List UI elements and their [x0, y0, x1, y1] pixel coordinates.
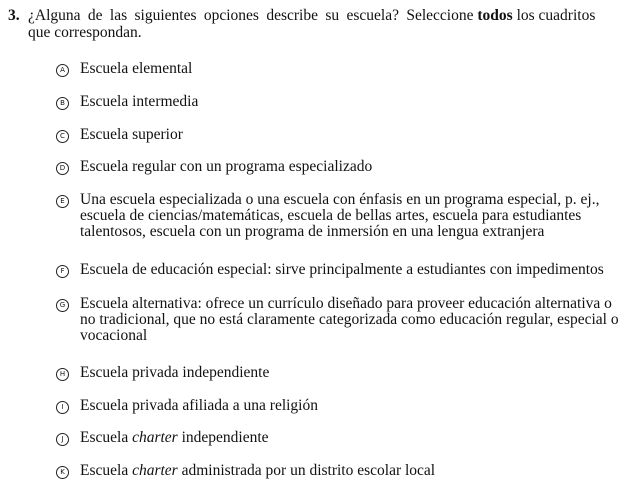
- question: [8, 7, 608, 41]
- option-label: [80, 430, 628, 446]
- option-f[interactable]: [56, 262, 628, 278]
- option-d[interactable]: [56, 159, 628, 175]
- option-label-after: independiente: [181, 429, 269, 446]
- option-label-before: Escuela: [80, 429, 129, 446]
- option-i[interactable]: [56, 398, 628, 414]
- option-label-italic: charter: [132, 462, 178, 479]
- option-label: Escuela intermedia: [80, 93, 199, 110]
- checkbox-bubble-k[interactable]: K: [56, 466, 69, 479]
- option-label-after: administrada por un distrito escolar local: [181, 462, 436, 479]
- question-text-before: ¿Alguna de las siguientes opciones describe su escuela? Seleccione: [28, 7, 474, 24]
- checkbox-bubble-d[interactable]: D: [56, 162, 69, 175]
- question-text: [28, 7, 608, 41]
- option-label: Escuela privada independiente: [80, 364, 270, 381]
- checkbox-bubble-b[interactable]: B: [56, 97, 69, 110]
- option-h[interactable]: [56, 365, 628, 381]
- checkbox-bubble-c[interactable]: C: [56, 130, 69, 143]
- option-label: Una escuela especializada o una escuela con énfasis en un programa especial, p. ej., escuela de ciencias/matemáticas, escuela de bellas artes, escuela para estudiantes talentosos, escuela con un programa de inmersión en una lengua extranjera: [80, 191, 600, 240]
- option-label: Escuela privada afiliada a una religión: [80, 397, 318, 414]
- option-label: Escuela elemental: [80, 60, 193, 77]
- question-number: 3.: [8, 7, 20, 24]
- option-label: [80, 463, 628, 479]
- option-label-italic: charter: [132, 429, 178, 446]
- question-text-bold: todos: [477, 7, 513, 24]
- checkbox-bubble-a[interactable]: A: [56, 64, 69, 77]
- checkbox-bubble-j[interactable]: J: [56, 433, 69, 446]
- option-b[interactable]: [56, 94, 628, 110]
- checkbox-bubble-i[interactable]: I: [56, 401, 69, 414]
- option-j[interactable]: [56, 430, 628, 446]
- option-label-before: Escuela: [80, 462, 129, 479]
- checkbox-bubble-f[interactable]: F: [56, 265, 69, 278]
- option-label: Escuela de educación especial: sirve principalmente a estudiantes con impedimentos: [80, 261, 604, 278]
- option-a[interactable]: [56, 61, 628, 77]
- checkbox-bubble-e[interactable]: E: [56, 195, 69, 208]
- question-text-after: los cuadritos que correspondan.: [28, 7, 596, 41]
- option-label: Escuela regular con un programa especializado: [80, 158, 373, 175]
- checkbox-bubble-h[interactable]: H: [56, 368, 69, 381]
- option-k[interactable]: [56, 463, 628, 479]
- option-c[interactable]: [56, 127, 628, 143]
- checkbox-bubble-g[interactable]: G: [56, 299, 69, 312]
- option-e[interactable]: [56, 192, 628, 240]
- option-label: Escuela superior: [80, 126, 183, 143]
- option-label: Escuela alternativa: ofrece un currículo diseñado para proveer educación alternativa o no tradicional, que no está claramente categorizada como educación regular, especial o vocacional: [80, 295, 619, 344]
- option-g[interactable]: [56, 296, 628, 344]
